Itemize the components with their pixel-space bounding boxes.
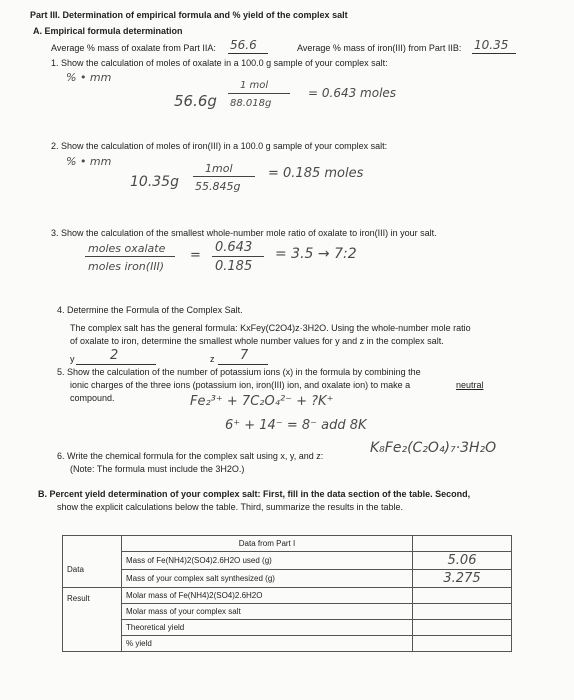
row-label: Theoretical yield [122, 620, 413, 636]
result-label-cell: Result [63, 588, 122, 652]
q4-line2: of oxalate to iron, determine the smallest whole number values for y and z in the complex salt. [70, 336, 444, 346]
data-table [62, 535, 512, 652]
avg-iron-label: Average % mass of iron(III) from Part IIB: [297, 43, 462, 53]
q4-y-value: 2 [110, 348, 119, 363]
row-value [413, 636, 512, 652]
q6-line1: 6. Write the chemical formula for the complex salt using x, y, and z: [57, 451, 324, 461]
q5-line1: 5. Show the calculation of the number of potassium ions (x) in the formula by combining the [57, 367, 421, 377]
avg-oxalate-value: 56.6 [230, 38, 257, 52]
q4-z-value: 7 [240, 348, 249, 363]
q2-hw-den: 55.845g [195, 180, 241, 193]
q3-text: 3. Show the calculation of the smallest whole-number mole ratio of oxalate to iron(III) in your salt. [51, 228, 437, 238]
q5-hw1: Fe₂³⁺ + 7C₂O₄²⁻ + ?K⁺ [190, 394, 334, 409]
row-label: Molar mass of Fe(NH4)2(SO4)2.6H2O [122, 588, 413, 604]
q1-hw-value: 56.6g [174, 92, 217, 110]
section-b-line1: B. Percent yield determination of your complex salt: First, fill in the data section of the table. Second, [38, 489, 471, 499]
q3-hw-bottom-right: 0.185 [215, 259, 253, 274]
part-title: Part III. Determination of empirical formula and % yield of the complex salt [30, 10, 348, 20]
q6-hw-formula: K₈Fe₂(C₂O₄)₇·3H₂O [370, 440, 497, 456]
q5-hw2: 6⁺ + 14⁻ = 8⁻ add 8K [225, 418, 367, 433]
q1-hw-den: 88.018g [230, 98, 272, 109]
avg-oxalate-label: Average % mass of oxalate from Part IIA: [51, 43, 216, 53]
q3-hw-top-right: 0.643 [215, 240, 253, 255]
row-label: Mass of your complex salt synthesized (g) [122, 570, 413, 588]
q3-hw-bottom-left: moles iron(III) [88, 260, 165, 273]
q1-hw-note: % • mm [66, 71, 112, 84]
row-label: Molar mass of your complex salt [122, 604, 413, 620]
q3-eq-sign: = [190, 248, 201, 263]
avg-iron-value: 10.35 [474, 38, 509, 52]
q1-hw-result: = 0.643 moles [308, 86, 397, 100]
q3-hw-top-left: moles oxalate [88, 242, 166, 255]
table-header: Data from Part I [122, 536, 413, 552]
table-row [63, 570, 512, 588]
row-label: % yield [122, 636, 413, 652]
q2-hw-num: 1mol [205, 162, 233, 175]
table-row [63, 552, 512, 570]
q2-hw-result: = 0.185 moles [268, 166, 364, 181]
row-value [413, 604, 512, 620]
q6-line2: (Note: The formula must include the 3H2O.) [70, 464, 245, 474]
row-label: Mass of Fe(NH4)2(SO4)2.6H2O used (g) [122, 552, 413, 570]
section-b-line2: show the explicit calculations below the table. Third, summarize the results in the table. [57, 502, 404, 512]
data-label-cell: Data [63, 552, 122, 588]
q4-y-label: y [70, 354, 75, 364]
table-row [63, 604, 512, 620]
table-row [63, 620, 512, 636]
q4-text: 4. Determine the Formula of the Complex Salt. [57, 305, 243, 315]
row-value [413, 620, 512, 636]
q1-hw-num: 1 mol [240, 80, 269, 91]
row-value: 5.06 [413, 552, 512, 570]
section-a-title: A. Empirical formula determination [33, 26, 183, 36]
q2-hw-note: % • mm [66, 155, 112, 168]
q2-hw-value: 10.35g [130, 174, 179, 190]
row-value: 3.275 [413, 570, 512, 588]
q5-line2: ionic charges of the three ions (potassium ion, iron(III) ion, and oxalate ion) to make a [70, 380, 411, 390]
q1-text: 1. Show the calculation of moles of oxalate in a 100.0 g sample of your complex salt: [51, 58, 388, 68]
q5-line3: compound. [70, 393, 115, 403]
table-row [63, 588, 512, 604]
q5-neutral: neutral [456, 380, 484, 390]
row-value [413, 588, 512, 604]
q2-text: 2. Show the calculation of moles of iron(III) in a 100.0 g sample of your complex salt: [51, 141, 388, 151]
q3-hw-result: = 3.5 → 7:2 [275, 246, 357, 262]
q4-z-label: z [210, 354, 215, 364]
q4-line1: The complex salt has the general formula: KxFey(C2O4)z·3H2O. Using the whole-number mole ratio [70, 323, 471, 333]
table-row [63, 636, 512, 652]
